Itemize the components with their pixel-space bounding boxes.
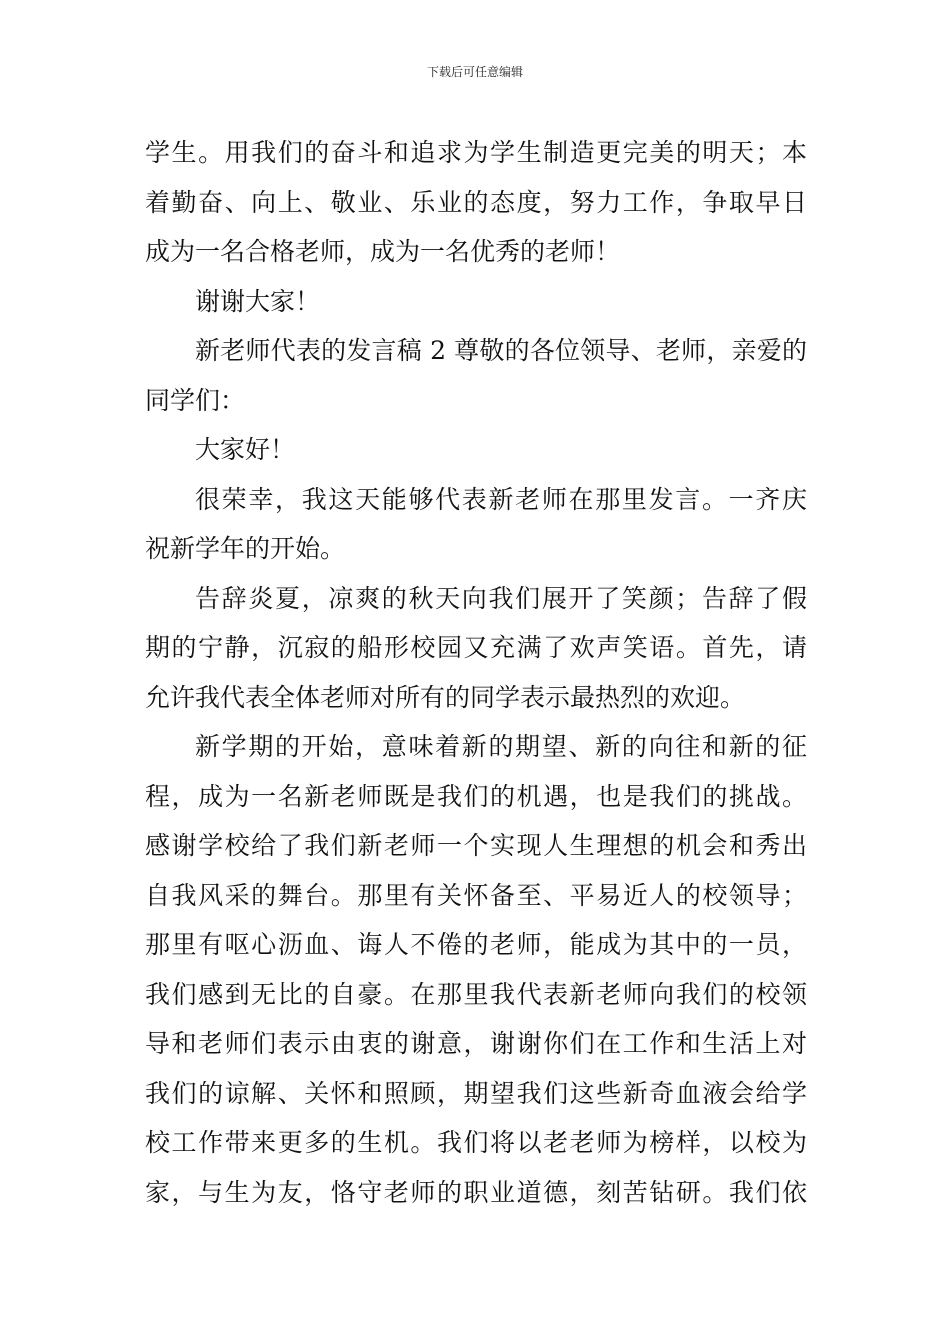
text-line: 成为一名合格老师，成为一名优秀的老师！ [145, 237, 621, 266]
text-line: 我们的谅解、关怀和照顾，期望我们这些新奇血液会给学 [145, 1078, 807, 1108]
text-line: 程，成为一名新老师既是我们的机遇，也是我们的挑战。 [145, 781, 807, 811]
text-line: 那里有呕心沥血、诲人不倦的老师，能成为其中的一员， [145, 930, 807, 959]
text-line: 期的宁静，沉寂的船形校园又充满了欢声笑语。首先，请 [145, 633, 807, 662]
text-line: 自我风采的舞台。那里有关怀备至、平易近人的校领导； [145, 880, 807, 910]
text-line: 很荣幸，我这天能够代表新老师在那里发言。一齐庆 [195, 484, 807, 514]
text-line: 新老师代表的发言稿 2 尊敬的各位领导、老师，亲爱的 [195, 336, 807, 365]
text-line: 感谢学校给了我们新老师一个实现人生理想的机会和秀出 [145, 831, 807, 860]
page-header: 下载后可任意编辑 [426, 65, 523, 79]
text-line: 祝新学年的开始。 [145, 534, 346, 563]
text-line: 校工作带来更多的生机。我们将以老老师为榜样，以校为 [145, 1128, 807, 1157]
text-line: 我们感到无比的自豪。在那里我代表新老师向我们的校领 [145, 979, 807, 1009]
document-body [145, 128, 807, 1217]
text-line: 家，与生为友，恪守老师的职业道德，刻苦钻研。我们依 [145, 1177, 807, 1207]
text-line: 同学们： [145, 385, 246, 415]
text-line: 告辞炎夏，凉爽的秋天向我们展开了笑颜；告辞了假 [195, 583, 807, 613]
text-line: 谢谢大家！ [195, 286, 321, 316]
text-line: 允许我代表全体老师对所有的同学表示最热烈的欢迎。 [145, 682, 746, 712]
text-line: 导和老师们表示由衷的谢意，谢谢你们在工作和生活上对 [145, 1029, 807, 1058]
text-line: 大家好！ [195, 435, 296, 464]
text-line: 新学期的开始，意味着新的期望、新的向往和新的征 [195, 732, 807, 761]
text-line: 学生。用我们的奋斗和追求为学生制造更完美的明天；本 [145, 138, 807, 167]
text-line: 着勤奋、向上、敬业、乐业的态度，努力工作，争取早日 [145, 187, 807, 217]
